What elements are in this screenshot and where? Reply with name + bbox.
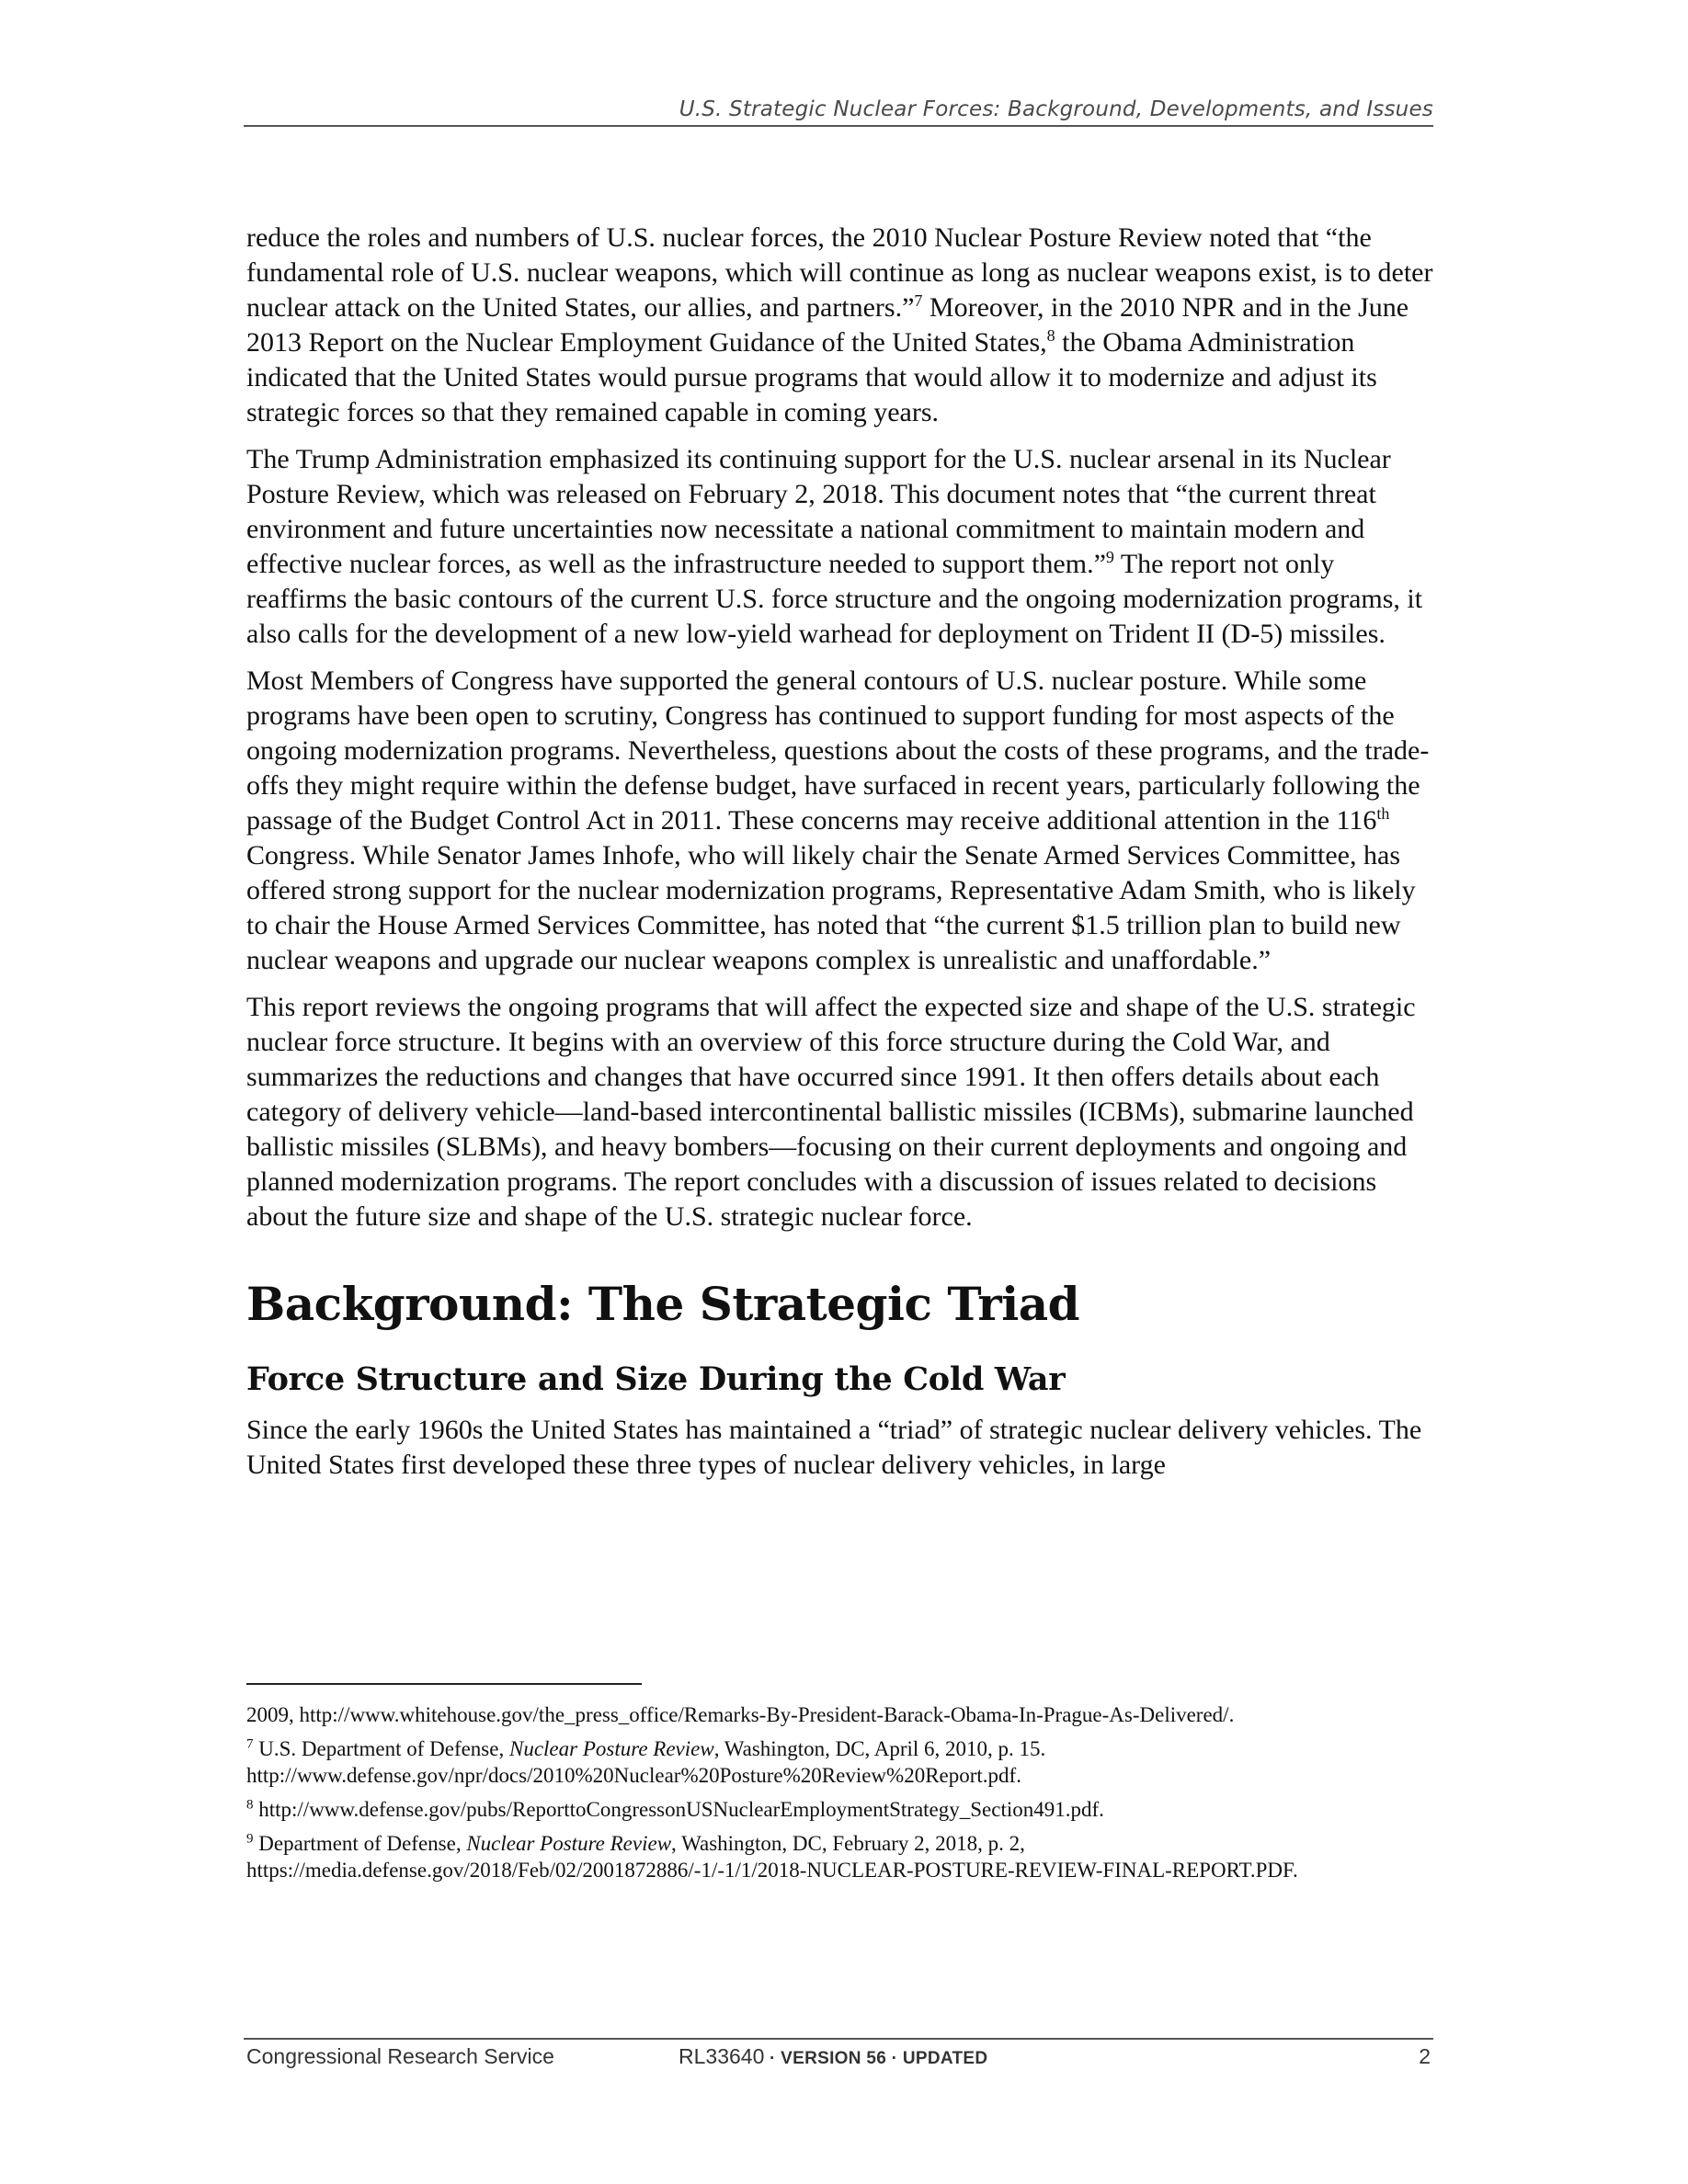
footnote-mark: 8: [246, 1797, 254, 1813]
paragraph-text: Most Members of Congress have supported the general contours of U.S. nuclear posture. While some programs have been open to scrutiny, Congress has continued to support funding for most aspects of the ongoing modernization programs. Nevertheless, questions about the costs of these programs, and the trade-offs they might require within the defense budget, have surfaced in recent years, particularly following the passage of the Budget Control Act in 2011. These concerns may receive additional attention in the 116: [246, 665, 1430, 836]
paragraph-congress: [246, 664, 1438, 978]
paragraph-text: Congress. While Senator James Inhofe, who will likely chair the Senate Armed Services Committee, has offered strong support for the nuclear modernization programs, Representative Adam Smith, who is likely to chair the House Armed Services Committee, has noted that “the current $1.5 trillion plan to build new nuclear weapons and upgrade our nuclear weapons complex is unrealistic and unaffordable.”: [246, 840, 1416, 975]
footer-rule: [244, 2038, 1433, 2040]
header-rule: [244, 125, 1433, 127]
footnote-ref-9[interactable]: 9: [1105, 548, 1114, 566]
footnote-9: [246, 1830, 1438, 1883]
page-footer: [246, 2044, 1431, 2076]
footnote-link[interactable]: , Washington, DC, April 6, 2010, p. 15. http://www.defense.gov/npr/docs/2010%20Nuclear%20Posture%20Review%20Report.pdf.: [246, 1737, 1046, 1787]
ordinal-suffix: th: [1376, 804, 1390, 823]
paragraph-text: The Trump Administration emphasized its continuing support for the U.S. nuclear arsenal in its Nuclear Posture Review, which was released on February 2, 2018. This document notes that “the current threat environment and future uncertainties now necessitate a national commitment to maintain modern and effective nuclear forces, as well as the infrastructure needed to support them.”: [246, 444, 1391, 579]
paragraph-text: the Obama Administration indicated that the United States would pursue programs that would allow it to modernize and adjust its strategic forces so that they remained capable in coming years.: [246, 327, 1377, 427]
footnote-7: [246, 1735, 1438, 1789]
footnotes: [246, 1701, 1438, 1891]
body-text: [246, 221, 1438, 1495]
running-header: U.S. Strategic Nuclear Forces: Background, Developments, and Issues: [679, 97, 1433, 121]
paragraph-text: This report reviews the ongoing programs that will affect the expected size and shape of the U.S. strategic nuclear force structure. It begins with an overview of this force structure during the Cold War, and summarizes the reductions and changes that have occurred since 1991. It then offers details about each category of delivery vehicle—land-based intercontinental ballistic missiles (ICBMs), submarine launched ballistic missiles (SLBMs), and heavy bombers—focusing on their current deployments and ongoing and planned modernization programs. The report concludes with a discussion of issues related to decisions about the future size and shape of the U.S. strategic nuclear force.: [246, 992, 1416, 1232]
footer-report-id: [679, 2044, 987, 2069]
paragraph-text: The report not only reaffirms the basic contours of the current U.S. force structure and the ongoing modernization programs, it also calls for the development of a new low-yield warhead for deployment on Trident II (D-5) missiles.: [246, 549, 1423, 649]
section-heading: Background: The Strategic Triad: [246, 1277, 1080, 1331]
footnote-ref-7[interactable]: 7: [914, 291, 923, 310]
version-label: · VERSION 56 · UPDATED: [764, 2049, 988, 2068]
footnote-ref-8[interactable]: 8: [1046, 326, 1055, 345]
subsection-heading: Force Structure and Size During the Cold War: [246, 1360, 1066, 1398]
footnote-text: Department of Defense,: [253, 1832, 467, 1855]
paragraph-trump-npr: [246, 442, 1438, 652]
paragraph-report-overview: [246, 990, 1438, 1234]
report-id: RL33640: [679, 2044, 765, 2068]
footnote-text: U.S. Department of Defense,: [253, 1737, 509, 1760]
paragraph-text: Moreover, in the 2010 NPR and in the June 2013 Report on the Nuclear Employment Guidance of the United States,: [246, 292, 1409, 358]
footnote-mark: 7: [246, 1736, 254, 1752]
footnote-8: [246, 1796, 1438, 1823]
footnote-mark: 9: [246, 1831, 254, 1847]
footnote-separator: [246, 1683, 642, 1685]
footnote-title: Nuclear Posture Review: [466, 1832, 672, 1855]
footnote-title: Nuclear Posture Review: [508, 1737, 714, 1760]
paragraph-triad: Since the early 1960s the United States has maintained a “triad” of strategic nuclear delivery vehicles. The United States first developed these three types of nuclear delivery vehicles, in large: [246, 1415, 1422, 1480]
footnote-link[interactable]: , Washington, DC, February 2, 2018, p. 2, https://media.defense.gov/2018/Feb/02/2001872886/-1/-1/1/2018-NUCLEAR-POSTURE-REVIEW-FINAL-REPORT.PDF.: [246, 1832, 1298, 1882]
page-number: 2: [1419, 2044, 1431, 2068]
footer-org: Congressional Research Service: [246, 2044, 554, 2068]
footnote-link[interactable]: http://www.defense.gov/pubs/ReporttoCongressonUSNuclearEmploymentStrategy_Section491.pdf.: [253, 1798, 1104, 1821]
footnote-continuation: 2009, http://www.whitehouse.gov/the_press_office/Remarks-By-President-Barack-Obama-In-Prague-As-Delivered/.: [246, 1703, 1235, 1726]
paragraph-npr-2010: [246, 221, 1438, 430]
paragraph-text: reduce the roles and numbers of U.S. nuclear forces, the 2010 Nuclear Posture Review noted that “the fundamental role of U.S. nuclear weapons, which will continue as long as nuclear weapons exist, is to deter nuclear attack on the United States, our allies, and partners.”: [246, 222, 1433, 323]
